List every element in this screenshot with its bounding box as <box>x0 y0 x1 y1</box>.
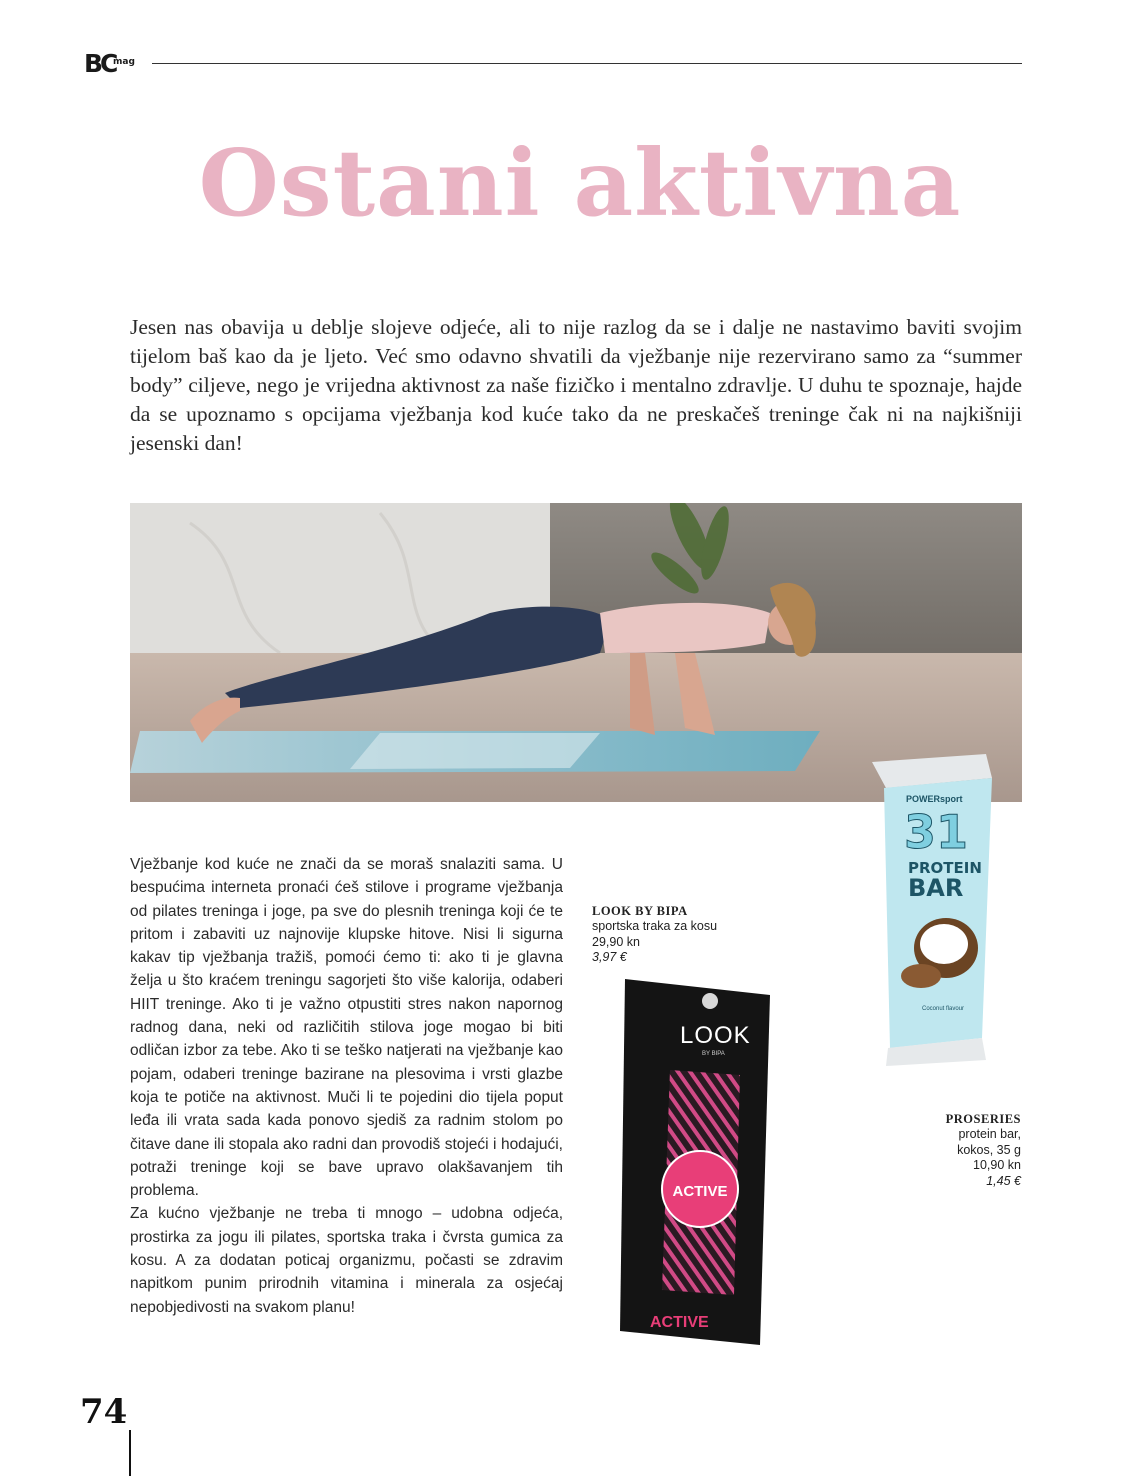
body-paragraph-1: Vježbanje kod kuće ne znači da se moraš snalaziti sama. U bespućima interneta pronaći ćeš stilove i programe vježbanja od pilates treninga i joge, pa sve do plesnih treninga koji će te pritom i zabaviti uz najnovije klupske hitove. Nisi li sigurna kakav tip vježbanja tražiš, pomoći ćemo ti: ako ti je glavna želja u što kraćem treningu sagorjeti što više kalorija, odaberi HIIT treninge. Ako ti je važno otpustiti stres nakon napornog radnog dana, neki od različitih stilova joge mogao bi biti odličan izbor za tebe. Ako ti se teško natjerati na vježbanje kao pojam, odaberi treninge bazirane na plesovima i vrsti glazbe koja te potiče na aktivnost. Muči li te pojedini dio tijela poput leđa ili vrata sada kada ponovo sjediš za radnim stolom po čitave dane ili stopala ako radni dan provodiš stojeći i hodajući, potraži treninge koji se bave upravo olakšavanjem tih problema. <box>130 856 563 1200</box>
look-package-image <box>620 975 770 1350</box>
proseries-description-2: kokos, 35 g <box>957 1142 1021 1157</box>
proseries-product-caption <box>870 1112 1021 1189</box>
look-price-kn: 29,90 kn <box>592 934 640 949</box>
article-body <box>130 853 563 1319</box>
magazine-logo <box>84 50 144 80</box>
look-price-eur: 3,97 € <box>592 950 627 964</box>
look-package-logo-sub: BY BIPA <box>702 1051 725 1057</box>
bar-pack-word-1: PROTEIN <box>908 859 982 877</box>
look-badge-text: ACTIVE <box>672 1183 728 1200</box>
bar-pack-percent: 31 <box>904 805 969 859</box>
proseries-description-1: protein bar, <box>958 1127 1021 1141</box>
article-intro: Jesen nas obavija u deblje slojeve odjeće, ali to nije razlog da se i dalje ne nastavimo baviti svojim tijelom baš kao da je ljeto. Već smo odavno shvatili da vježbanje nije rezervirano samo za “summer body” ciljeve, nego je vrijedna aktivnost za naše fizičko i mentalno zdravlje. U duhu te spoznaje, hajde da se upoznamo s opcijama vježbanja kod kuće tako da ne preskačeš treninge čak ni na najkišniji jesenski dan! <box>130 315 1022 455</box>
header-divider <box>152 63 1022 64</box>
logo-main-text: BC <box>84 49 116 78</box>
look-headband-product <box>620 975 770 1350</box>
protein-bar-product <box>866 748 1006 1066</box>
proseries-brand: PROSERIES <box>945 1112 1021 1126</box>
proseries-price-kn: 10,90 kn <box>973 1158 1021 1172</box>
article-title: Ostani aktivna <box>198 129 962 237</box>
page-number: 74 <box>80 1392 128 1432</box>
proseries-price-eur: 1,45 € <box>986 1173 1021 1188</box>
look-product-caption <box>592 904 792 966</box>
bar-pack-flavour: Coconut flavour <box>922 1006 965 1012</box>
bar-pack-brand: POWERsport <box>906 794 963 804</box>
body-paragraph-2: Za kućno vježbanje ne treba ti mnogo – udobna odjeća, prostirka za jogu ili pilates, sportska traka i čvrsta gumica za kosu. A za dodatan poticaj organizmu, počasti se zdravim napitkom punim prirodnih vitamina i minerala za osjećaj nepobjedivosti na svakom planu! <box>130 1205 563 1316</box>
look-brand: LOOK BY BIPA <box>592 904 688 918</box>
look-description: sportska traka za kosu <box>592 919 718 933</box>
protein-bar-image <box>866 748 1006 1066</box>
logo-sub-text: mag <box>113 57 135 67</box>
page-number-rule <box>129 1430 131 1476</box>
look-package-logo: LOOK <box>680 1022 751 1049</box>
bar-pack-word-2: BAR <box>908 874 964 902</box>
look-footer-text: ACTIVE <box>650 1314 709 1331</box>
